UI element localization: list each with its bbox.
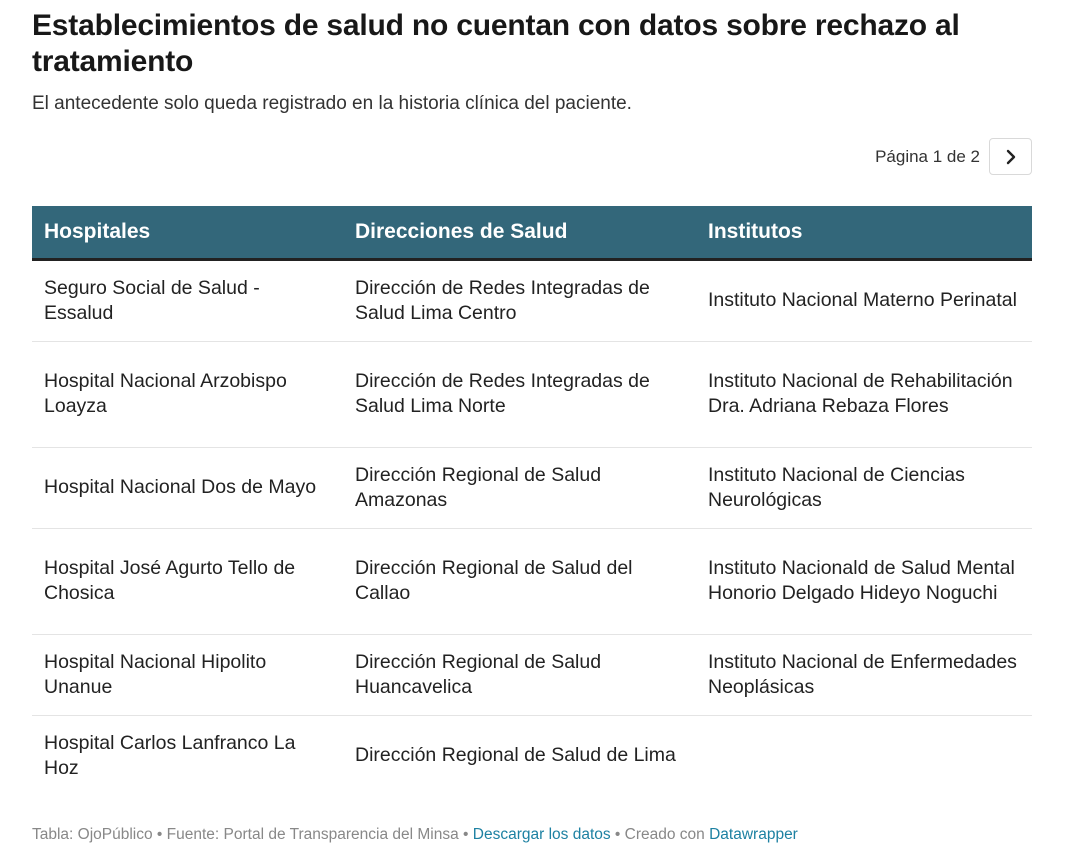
- page-title: Establecimientos de salud no cuentan con datos sobre rechazo al tratamiento: [32, 9, 960, 78]
- next-page-button[interactable]: [989, 138, 1032, 175]
- table-cell: Hospital Carlos Lanfranco La Hoz: [44, 731, 296, 779]
- table-row: [32, 259, 1032, 341]
- chart-footer: [32, 826, 798, 844]
- chevron-right-icon: [1004, 149, 1018, 165]
- table-cell: Hospital Nacional Dos de Mayo: [32, 447, 343, 528]
- pagination: [875, 138, 1032, 175]
- table-row: [32, 341, 1032, 447]
- table-cell: Dirección de Redes Integradas de Salud Lima Centro: [343, 259, 696, 341]
- table-cell: Dirección Regional de Salud del Callao: [343, 528, 696, 634]
- column-header-institutos[interactable]: Institutos: [696, 206, 1032, 259]
- table-cell: Instituto Nacional de Ciencias Neurológicas: [696, 447, 1032, 528]
- datawrapper-link[interactable]: Datawrapper: [709, 826, 798, 843]
- table-cell: Seguro Social de Salud - Essalud: [32, 259, 343, 341]
- chart-container: [32, 8, 1032, 779]
- column-header-hospitales[interactable]: Hospitales: [32, 206, 343, 259]
- table-cell: Instituto Nacionald de Salud Mental Honorio Delgado Hideyo Noguchi: [696, 528, 1032, 634]
- table-cell: Hospital José Agurto Tello de Chosica: [32, 528, 343, 634]
- table-cell: Dirección Regional de Salud Huancavelica: [343, 634, 696, 715]
- column-header-direcciones[interactable]: Direcciones de Salud: [343, 206, 696, 259]
- table-row: [32, 715, 1032, 796]
- table-row: [32, 528, 1032, 634]
- table-header-row: [32, 206, 1032, 259]
- pagination-label: Página 1 de 2: [875, 146, 980, 166]
- footer-credit-text: • Creado con: [610, 826, 710, 843]
- table-cell: Hospital Nacional Hipolito Unanue: [32, 634, 343, 715]
- table-row: [32, 634, 1032, 715]
- download-data-link[interactable]: Descargar los datos: [472, 826, 611, 843]
- table-cell: Instituto Nacional de Rehabilitación Dra. Adriana Rebaza Flores: [696, 341, 1032, 447]
- table-cell: [696, 715, 1032, 796]
- table-cell: Dirección de Redes Integradas de Salud Lima Norte: [343, 341, 696, 447]
- table-cell: Dirección Regional de Salud de Lima: [355, 744, 676, 767]
- table-cell: Instituto Nacional Materno Perinatal: [696, 259, 1032, 341]
- table-cell: Dirección Regional de Salud Amazonas: [343, 447, 696, 528]
- table-cell: Hospital Nacional Arzobispo Loayza: [32, 341, 343, 447]
- footer-source-text: Tabla: OjoPúblico • Fuente: Portal de Transparencia del Minsa •: [32, 826, 473, 843]
- data-table: [32, 206, 1032, 796]
- table-row: [32, 447, 1032, 528]
- page-subtitle: El antecedente solo queda registrado en la historia clínica del paciente.: [32, 93, 632, 114]
- table-cell: Instituto Nacional de Enfermedades Neoplásicas: [696, 634, 1032, 715]
